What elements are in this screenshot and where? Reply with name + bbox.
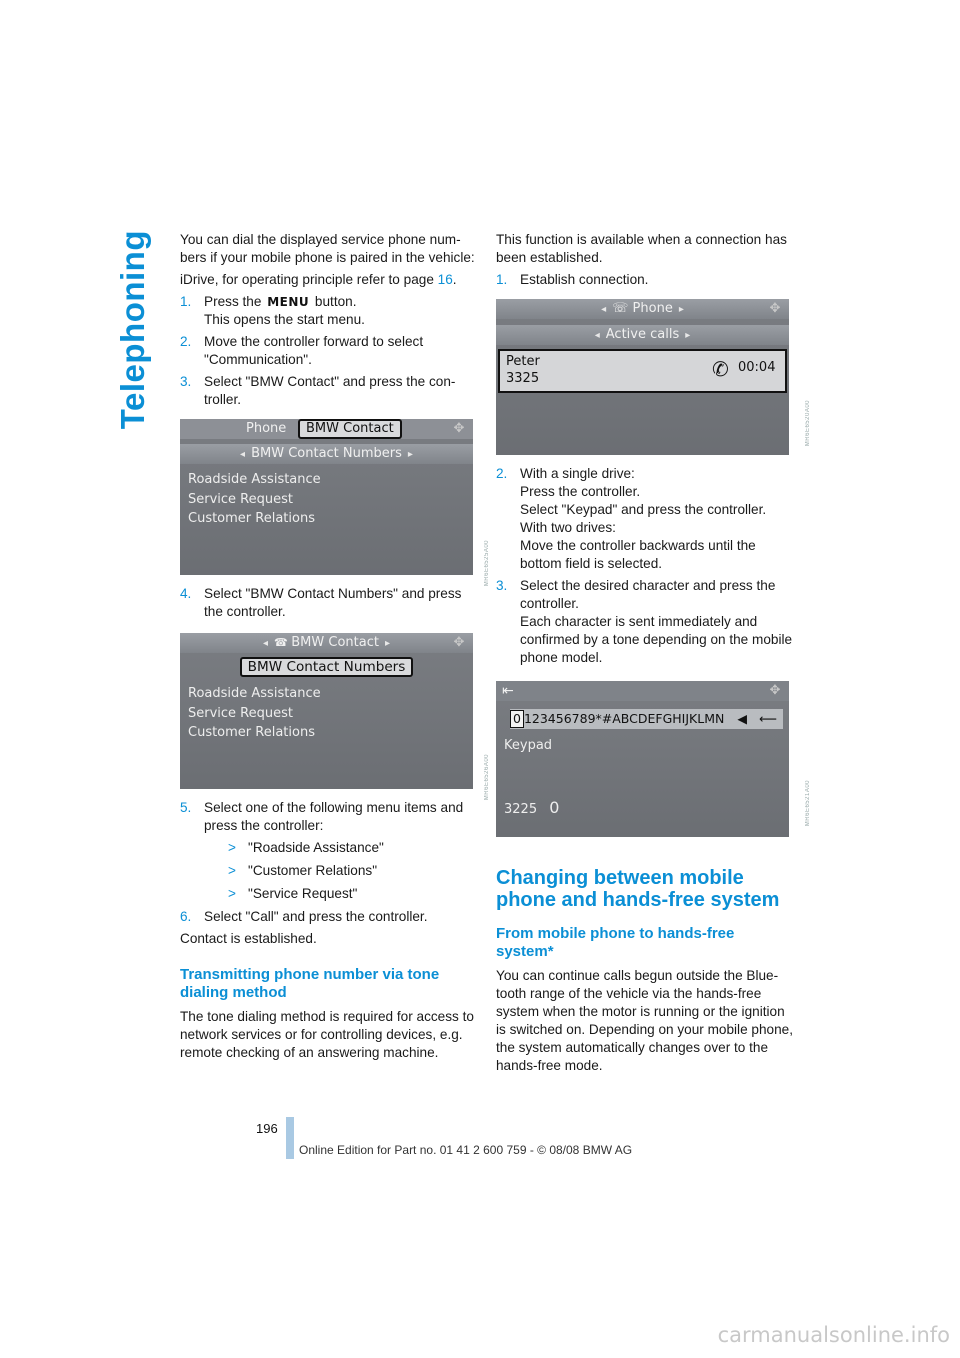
step-number: 6. bbox=[180, 909, 192, 924]
dialed-number bbox=[504, 799, 559, 819]
tab-phone: Phone bbox=[246, 421, 287, 436]
step-2-line: With a single drive: bbox=[520, 466, 635, 481]
right-step-3 bbox=[496, 577, 796, 667]
step-number: 2. bbox=[180, 334, 192, 349]
step-4 bbox=[180, 585, 475, 621]
idrive-end: . bbox=[452, 272, 457, 287]
step-1-pre: Press the bbox=[204, 294, 266, 309]
step-3-text: Select "BMW Contact" and press the controller. bbox=[204, 374, 456, 407]
move-icon: ✥ bbox=[769, 301, 781, 316]
screenshot-bmw-contact-numbers bbox=[180, 633, 473, 789]
caller-name: Peter bbox=[506, 354, 540, 369]
steps-list-b bbox=[180, 585, 475, 621]
image-serial: MR6E6525A00 bbox=[484, 540, 490, 587]
left-column bbox=[180, 231, 475, 1066]
caller-number: 3325 bbox=[506, 371, 540, 386]
screen-top-bar bbox=[496, 681, 789, 701]
menu-item: Service Request bbox=[188, 492, 293, 507]
step-2-line: Press the controller. bbox=[520, 484, 641, 499]
step-4-text: Select "BMW Contact Numbers" and press the controller. bbox=[204, 586, 462, 619]
bullet: > bbox=[228, 840, 236, 855]
sub-bar-label: Active calls bbox=[605, 327, 680, 342]
arrow-left-icon: ◂ bbox=[601, 304, 607, 315]
step-1-sub: This opens the start menu. bbox=[204, 312, 365, 327]
contact-established-text: Contact is established. bbox=[180, 931, 317, 946]
right-intro: This function is available when a connection has been established. bbox=[496, 232, 787, 265]
call-timer: 00:04 bbox=[738, 360, 776, 375]
arrow-right-icon: ▸ bbox=[384, 638, 390, 649]
screenshot-keypad bbox=[496, 681, 789, 837]
step-2-line: With two drives: bbox=[520, 520, 616, 535]
option-item bbox=[228, 839, 475, 857]
arrow-right-icon: ▸ bbox=[678, 304, 684, 315]
intro-text: You can dial the displayed service phone numbers if your mobile phone is paired in the vehicle: bbox=[180, 232, 475, 265]
arrow-left-icon: ◂ bbox=[263, 638, 269, 649]
backspace-icon: ⟵ bbox=[759, 711, 777, 726]
section-title-vertical bbox=[112, 230, 154, 450]
option-text: "Service Request" bbox=[248, 886, 358, 901]
page-number: 196 bbox=[256, 1121, 278, 1136]
step-6 bbox=[180, 908, 475, 926]
step-number: 1. bbox=[180, 294, 192, 309]
bullet: > bbox=[228, 863, 236, 878]
heading-mobile-to-handsfree: From mobile phone to hands-free system* bbox=[496, 925, 735, 960]
arrow-right-icon: ▸ bbox=[685, 330, 691, 341]
section-title: Telephoning bbox=[114, 230, 151, 430]
arrow-right-icon: ▸ bbox=[407, 449, 413, 460]
steps-list-c bbox=[180, 799, 475, 926]
option-item bbox=[228, 885, 475, 903]
menu-item: Service Request bbox=[188, 706, 293, 721]
arrow-left-icon: ◂ bbox=[240, 449, 246, 460]
dialed-char: 0 bbox=[549, 798, 560, 817]
step-number: 3. bbox=[180, 374, 192, 389]
steps-list-a bbox=[180, 293, 475, 409]
step-2-line: Move the controller backwards until the bottom field is selected. bbox=[520, 538, 756, 571]
menu-item: Customer Relations bbox=[188, 511, 315, 526]
keypad-character-row bbox=[510, 709, 783, 729]
phone-handset-icon: ☏ bbox=[612, 301, 633, 316]
contact-icon: ☎ bbox=[274, 636, 292, 649]
screen-sub-bar bbox=[496, 325, 789, 345]
active-call-box bbox=[498, 349, 787, 393]
screen-top-bar bbox=[180, 419, 473, 439]
menu-button-glyph: MENU bbox=[267, 295, 310, 309]
steps-list-right-b bbox=[496, 465, 796, 667]
move-icon: ✥ bbox=[453, 635, 465, 650]
selected-row bbox=[180, 657, 473, 677]
step-2-text: Move the controller forward to select "Communication". bbox=[204, 334, 424, 367]
screen-sub-bar bbox=[180, 444, 473, 464]
right-step-1-text: Establish connection. bbox=[520, 272, 649, 287]
watermark: carmanualsonline.info bbox=[717, 1323, 950, 1347]
page-footer bbox=[0, 1117, 960, 1159]
step-5 bbox=[180, 799, 475, 903]
screenshot-bmw-contact bbox=[180, 419, 473, 575]
selected-character: 0 bbox=[510, 710, 524, 728]
screen-top-bar bbox=[496, 299, 789, 319]
step-number: 3. bbox=[496, 578, 508, 593]
tab-bmw-contact: BMW Contact bbox=[298, 419, 402, 439]
option-text: "Customer Relations" bbox=[248, 863, 378, 878]
bullet: > bbox=[228, 886, 236, 901]
idrive-reference bbox=[180, 271, 475, 289]
idrive-text: iDrive, for operating principle refer to page bbox=[180, 272, 438, 287]
menu-item: Roadside Assistance bbox=[188, 686, 321, 701]
edition-text: Online Edition for Part no. 01 41 2 600 759 - © 08/08 BMW AG bbox=[299, 1143, 633, 1157]
option-text: "Roadside Assistance" bbox=[248, 840, 384, 855]
menu-item: Customer Relations bbox=[188, 725, 315, 740]
steps-list-right-a bbox=[496, 271, 796, 289]
step-number: 2. bbox=[496, 466, 508, 481]
selected-item: BMW Contact Numbers bbox=[240, 657, 414, 677]
menu-options-list bbox=[204, 839, 475, 903]
step-5-text: Select one of the following menu items and press the controller: bbox=[204, 800, 464, 833]
screen-top-bar bbox=[180, 633, 473, 653]
move-icon: ✥ bbox=[453, 421, 465, 436]
speaker-icon: ◀ bbox=[737, 711, 747, 726]
move-icon: ✥ bbox=[769, 683, 781, 698]
top-bar-label: Phone bbox=[632, 301, 673, 316]
right-step-3-text: Select the desired character and press the controller. bbox=[520, 578, 776, 611]
sub-bar-label: BMW Contact Numbers bbox=[251, 446, 402, 461]
dialed-digits: 3225 bbox=[504, 802, 538, 817]
heading-changing-systems: Changing between mobile phone and hands-free system bbox=[496, 867, 780, 911]
keypad-label: Keypad bbox=[504, 738, 553, 753]
image-serial: MR6E6526A00 bbox=[484, 754, 490, 801]
arrow-left-icon: ◂ bbox=[594, 330, 600, 341]
call-handset-icon: ✆ bbox=[712, 357, 729, 381]
right-step-1 bbox=[496, 271, 796, 289]
keypad-characters: 123456789*#ABCDEFGHIJKLMN bbox=[523, 711, 725, 726]
step-2-line: Select "Keypad" and press the controller. bbox=[520, 502, 767, 517]
step-1 bbox=[180, 293, 475, 329]
step-number: 4. bbox=[180, 586, 192, 601]
option-item bbox=[228, 862, 475, 880]
back-icon: ⇤ bbox=[502, 683, 514, 699]
menu-item: Roadside Assistance bbox=[188, 472, 321, 487]
step-6-text: Select "Call" and press the controller. bbox=[204, 909, 428, 924]
step-3 bbox=[180, 373, 475, 409]
page-link-16[interactable]: 16 bbox=[437, 272, 453, 287]
image-serial: MR6E6521A00 bbox=[805, 780, 811, 827]
right-step-3-sub: Each character is sent immediately and confirmed by a tone depending on the mobile phone model. bbox=[520, 614, 793, 665]
screenshot-active-calls bbox=[496, 299, 789, 455]
footer-accent-bar bbox=[286, 1117, 294, 1159]
step-2 bbox=[180, 333, 475, 369]
tone-dialing-text: The tone dialing method is required for access to network services or for controlling devices, e.g. remote checking of an answering machine. bbox=[180, 1009, 474, 1060]
step-number: 1. bbox=[496, 272, 508, 287]
top-bar-label: BMW Contact bbox=[291, 635, 379, 650]
image-serial: MR6E6520A00 bbox=[805, 400, 811, 447]
right-step-2 bbox=[496, 465, 796, 573]
step-number: 5. bbox=[180, 800, 192, 815]
step-1-post: button. bbox=[311, 294, 357, 309]
heading-tone-dialing: Transmitting phone number via tone dialing method bbox=[180, 966, 440, 1001]
handsfree-text: You can continue calls begun outside the Bluetooth range of the vehicle via the hands-free system when the motor is running or the ignition is switched on. Depending on your mobile phone, the system automatically changes over to the hands-free mode. bbox=[496, 968, 793, 1073]
right-column bbox=[496, 231, 796, 1079]
